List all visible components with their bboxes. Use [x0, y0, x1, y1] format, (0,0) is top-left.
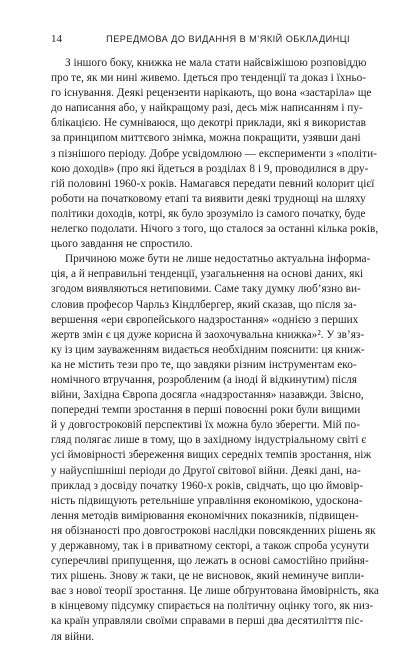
- text-line: усі ймовірності збереження вищих середніх темпів зростання, ніж: [51, 449, 372, 462]
- text-line: ка не містить тези про те, що завдяки різним інструментам еко-: [51, 358, 357, 371]
- text-line: суперечливі припущення, що лежать в основі самостійно прийня-: [51, 555, 369, 568]
- text-line: згодом виявляються нетиповими. Саме таку думку люб’язно ви-: [51, 283, 361, 296]
- text-line: до написання або, у найкращому разі, десь між написанням і пу-: [51, 102, 363, 115]
- page-header: [51, 33, 350, 45]
- text-line: ція, а й неправильні тенденції, узагальнення на основі даних, які: [51, 268, 364, 281]
- running-head: ПЕРЕДМОВА ДО ВИДАННЯ В М’ЯКІЙ ОБКЛАДИНЦІ: [106, 34, 350, 44]
- text-line: гляд полягає лише в тому, що в західному індустріальному світі є: [51, 434, 367, 447]
- text-line: ля війни.: [51, 630, 95, 643]
- text-line: й у довгостроковій перспективі їх можна було зберегти. Мій по-: [51, 419, 360, 432]
- text-line: ку із цим зауваженням видається необхідним пояснити: ця книж-: [51, 343, 365, 356]
- text-line: у найуспішніші періоди до Другої світової війни. Деякі дані, на-: [51, 464, 361, 477]
- text-line: тих рішень. Знову ж таки, це не висновок, який неминуче випли-: [51, 570, 365, 583]
- text-line: в кінцевому підсумку спирається на політичну оцінку того, як низ-: [51, 600, 374, 613]
- text-line: ність підвищують ретельніше управління економікою, удоскона-: [51, 494, 363, 507]
- text-line: номічного втручання, розробленим (а іноді й відкинутим) після: [51, 373, 357, 386]
- paragraph-2: [51, 252, 379, 644]
- text-line: вершення «ери європейського надзростання» «однією з перших: [51, 313, 359, 326]
- text-line: про те, як ми нині живемо. Ідеться про тенденції та доказ і їхньо-: [51, 72, 367, 85]
- text-line: блікацією. Не сумніваюся, що декотрі приклади, які я використав: [51, 117, 366, 130]
- text-line: ня обізнаності про довгострокові наслідки повсякденних рішень як: [51, 524, 376, 537]
- text-line: З іншого боку, книжка не мала стати найсвіжішою розповіддю: [65, 57, 367, 69]
- text-line: за принципом миттєвого знімка, можна покращити, узявши дані: [51, 132, 361, 145]
- text-line: Причиною може бути не лише недостатньо актуальна інформа-: [65, 253, 371, 266]
- text-line: жертв змін є ця дуже корисна й заохочувальна книжка»². У зв’яз-: [51, 328, 365, 341]
- text-line: у державному, так і в приватному секторі, а також спроба усунути: [51, 540, 370, 552]
- text-line: політики доходів, котрі, як було зрозуміло із самого початку, буде: [51, 207, 366, 220]
- paragraph-1: [51, 56, 379, 252]
- text-line: кою доходів» (про які йдеться в розділах 8 і 9, проводилися в дру-: [51, 162, 369, 175]
- text-line: го існування. Деякі рецензенти нарікають, що вона «застаріла» ще: [51, 87, 372, 100]
- text-line: словив професор Чарльз Кіндлбергер, який сказав, що після за-: [51, 298, 357, 311]
- body-text: [51, 56, 379, 645]
- text-line: роботи на початковому етапі та виявити деякі труднощі на шляху: [51, 192, 366, 205]
- text-line: війни, Західна Європа досягла «надзростання» назавжди. Звісно,: [51, 389, 364, 402]
- text-line: приклад з досвіду початку 1960-х років, свідчать, що цю ймовір-: [51, 479, 363, 492]
- text-line: цього завдання не спростило.: [51, 238, 193, 251]
- text-line: попередні темпи зростання в перші повоєнні роки були вищими: [51, 404, 361, 417]
- page-number: 14: [51, 33, 62, 45]
- text-line: гій половині 1960-х років. Намагався передати певний колорит цієї: [51, 177, 375, 190]
- text-line: ває з нової теорії зростання. Це лише обґрунтована ймовірність, яка: [51, 585, 379, 598]
- text-line: з пізнішого періоду. Добре усвідомлюю — експерименти з «політи-: [51, 147, 377, 160]
- text-line: лення методів вимірювання економічних показників, підвищен-: [51, 509, 359, 522]
- text-line: нелегко подолати. Нічого з того, що сталося за останні кілька років,: [51, 223, 379, 236]
- text-line: ка країн управляли своїми справами в перші два десятиліття піс-: [51, 615, 364, 628]
